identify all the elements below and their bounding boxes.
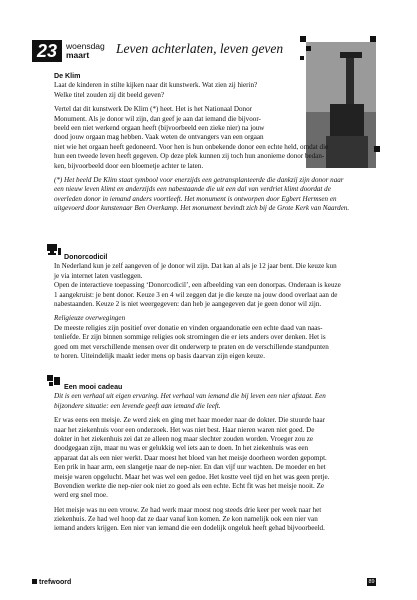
section-de-klim: De Klim Laat de kinderen in stilte kijken naar dit kunstwerk. Wat zien zij hierin? Welke titel zouden zij dit beeld geven? Vertel dat dit kunstwerk De Klim (*) heet. Het is het Nationaal Donor Monument. Als je donor wil zijn, dan geef je aan dat iemand die bijvoor- beeld een niet werkend orgaan heeft (bijvoorbeeld een zieke nier) na jouw dood jouw orgaan mag hebben. Vaak weten de ontvangers van een orgaan niet wie het orgaan heeft gedoneerd. Voor hen is hun onbekende donor een echte held, omdat die hun een tweede leven heeft gegeven. Op deze plek kunnen zij toch hun anonieme donor bedan- ken, bijvoorbeeld door een bloemetje achter te laten. (*) Het beeld De Klim staat symbool voor enerzijds een getransplanteerde die dankzij zijn donor naar een nieuw leven klimt en anderzijds een nabestaande die uit een dal van verdriet klimt doordat de overleden donor in iemand anders voortleeft. Het monument is ontworpen door Egbert Hermsen en uitgevoerd door kunstenaar Ben Overkamp. Het monument bevindt zich bij de Grote Kerk van Naarden.: [54, 72, 362, 213]
page-title: Leven achterlaten, leven geven: [116, 41, 284, 56]
subheading: Religieuze overwegingen: [54, 314, 126, 323]
footer-brand: trefwoord: [32, 579, 71, 586]
section-heading: De Klim: [54, 72, 81, 80]
section-heading: Een mooi cadeau: [64, 383, 123, 391]
month: maart: [66, 50, 90, 60]
page-number: 89: [368, 579, 375, 585]
day-number: 23: [32, 40, 62, 62]
section-heading: Donorcodicil: [64, 253, 108, 261]
date-label: [66, 42, 105, 60]
weekday: woensdag: [66, 41, 105, 51]
section-donorcodicil: Donorcodicil In Nederland kun je zelf aangeven of je donor wil zijn. Dat kan al als je 12 jaar bent. Die keuze kun je via internet laten vastleggen. Open de interactieve toepassing ‘Donorcodicil’, een afbeelding van een donorpas. Onderaan is keuze 1 aangekruist: je bent donor. Keuze 3 en 4 wil zeggen dat je die keuze na jouw dood overlaat aan de nabestaanden. Keuze 2 is niet weergegeven: dan heb je aangegeven dat je geen donor wil zijn. Religieuze overwegingen De meeste religies zijn positief over donatie en vinden orgaandonatie een echte daad van naas- tenliefde. Er zijn binnen sommige religies ook stromingen die er iets anders over denken. Het is goed om met verschillende mensen over dit onderwerp te praten en de verschillende standpunten te horen. Uiteindelijk maakt ieder mens op basis daarvan zijn eigen keuze.: [54, 253, 362, 361]
page-header: [32, 40, 292, 62]
section-mooi-cadeau: Een mooi cadeau Dit is een verhaal uit eigen ervaring. Het verhaal van iemand die bij leven een nier afstaat. Een bijzondere situatie: een levende geeft aan iemand die leeft. Er was eens een meisje. Ze werd ziek en ging met haar moeder naar de dokter. Die stuurde haar naar het ziekenhuis voor een onderzoek. Het was niet best. Haar nieren waren niet goed. De dokter in het ziekenhuis zei dat ze alleen nog maar slechter zouden worden. Vroeger zou ze doodgegaan zijn, maar nu was er gelukkig wel iets aan te doen. In het ziekenhuis was een apparaat dat als een nier werkt. Daar moest het bloed van het meisje doorheen worden gepompt. Een prik in haar arm, een slangetje naar de nep-nier. En dan vijf uur wachten. De moeder en het meisje waren opgelucht. Maar het was wel een gedoe. Het kostte veel tijd en het was geen pretje. Bovendien werkte die nep-nier ook niet zo goed als een echte. Echt fit was het meisje nooit. Ze werd erg snel moe. Het meisje was nu een vrouw. Ze had werk maar moest nog steeds drie keer per week naar het ziekenhuis. Ze had wel hoop dat ze daar vanaf kon komen. Ze kon namelijk ook een nier van iemand anders krijgen. Een nier van iemand die een dodelijk ongeluk heeft gehad bijvoorbeeld.: [54, 383, 362, 534]
